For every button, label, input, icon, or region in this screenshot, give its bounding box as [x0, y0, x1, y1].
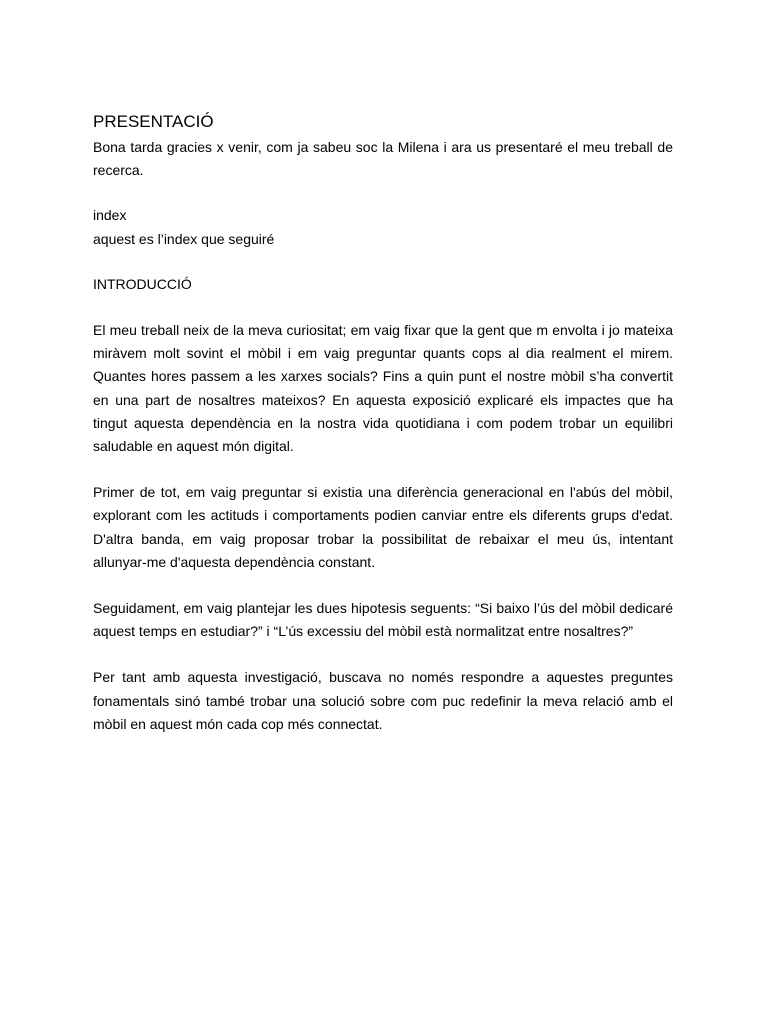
- document-title: PRESENTACIÓ: [93, 112, 214, 131]
- index-heading: index: [93, 207, 127, 224]
- body-paragraph-1: El meu treball neix de la meva curiositat; em vaig fixar que la gent que m envolta i jo mateixa miràvem molt sovint el mòbil i em vaig preguntar quants cops al dia realment el mirem. Quantes hores passem a les xarxes socials? Fins a quin punt el nostre mòbil s’ha convertit en una part de nosaltres mateixos? En aquesta exposició explicaré els impactes que ha tingut aquesta dependència en la nostra vida quotidiana i com podem trobar un equilibri saludable en aquest món digital.: [93, 322, 673, 455]
- intro-paragraph: Bona tarda gracies x venir, com ja sabeu soc la Milena i ara us presentaré el meu treball de recerca.: [93, 139, 673, 179]
- body-paragraph-4: Per tant amb aquesta investigació, buscava no només respondre a aquestes preguntes fonamentals sinó també trobar una solució sobre com puc redefinir la meva relació amb el mòbil en aquest món cada cop més connectat.: [93, 669, 673, 732]
- index-text: aquest es l’index que seguiré: [93, 230, 275, 247]
- section-heading-block: [93, 273, 673, 296]
- document-page: [93, 110, 673, 736]
- section-heading: INTRODUCCIÓ: [93, 275, 192, 292]
- body-paragraph-2: Primer de tot, em vaig preguntar si existia una diferència generacional en l'abús del mòbil, explorant com les actituds i comportaments podien canviar entre els diferents grups d'edat. D'altra banda, em vaig proposar trobar la possibilitat de rebaixar el meu ús, intentant allunyar-me d'aquesta dependència constant.: [93, 484, 673, 570]
- body-paragraph-3: Seguidament, em vaig plantejar les dues hipotesis seguents: “Si baixo l’ús del mòbil dedicaré aquest temps en estudiar?” i “L’ús excessiu del mòbil està normalitzat entre nosaltres?”: [93, 600, 673, 640]
- index-block: [93, 204, 673, 250]
